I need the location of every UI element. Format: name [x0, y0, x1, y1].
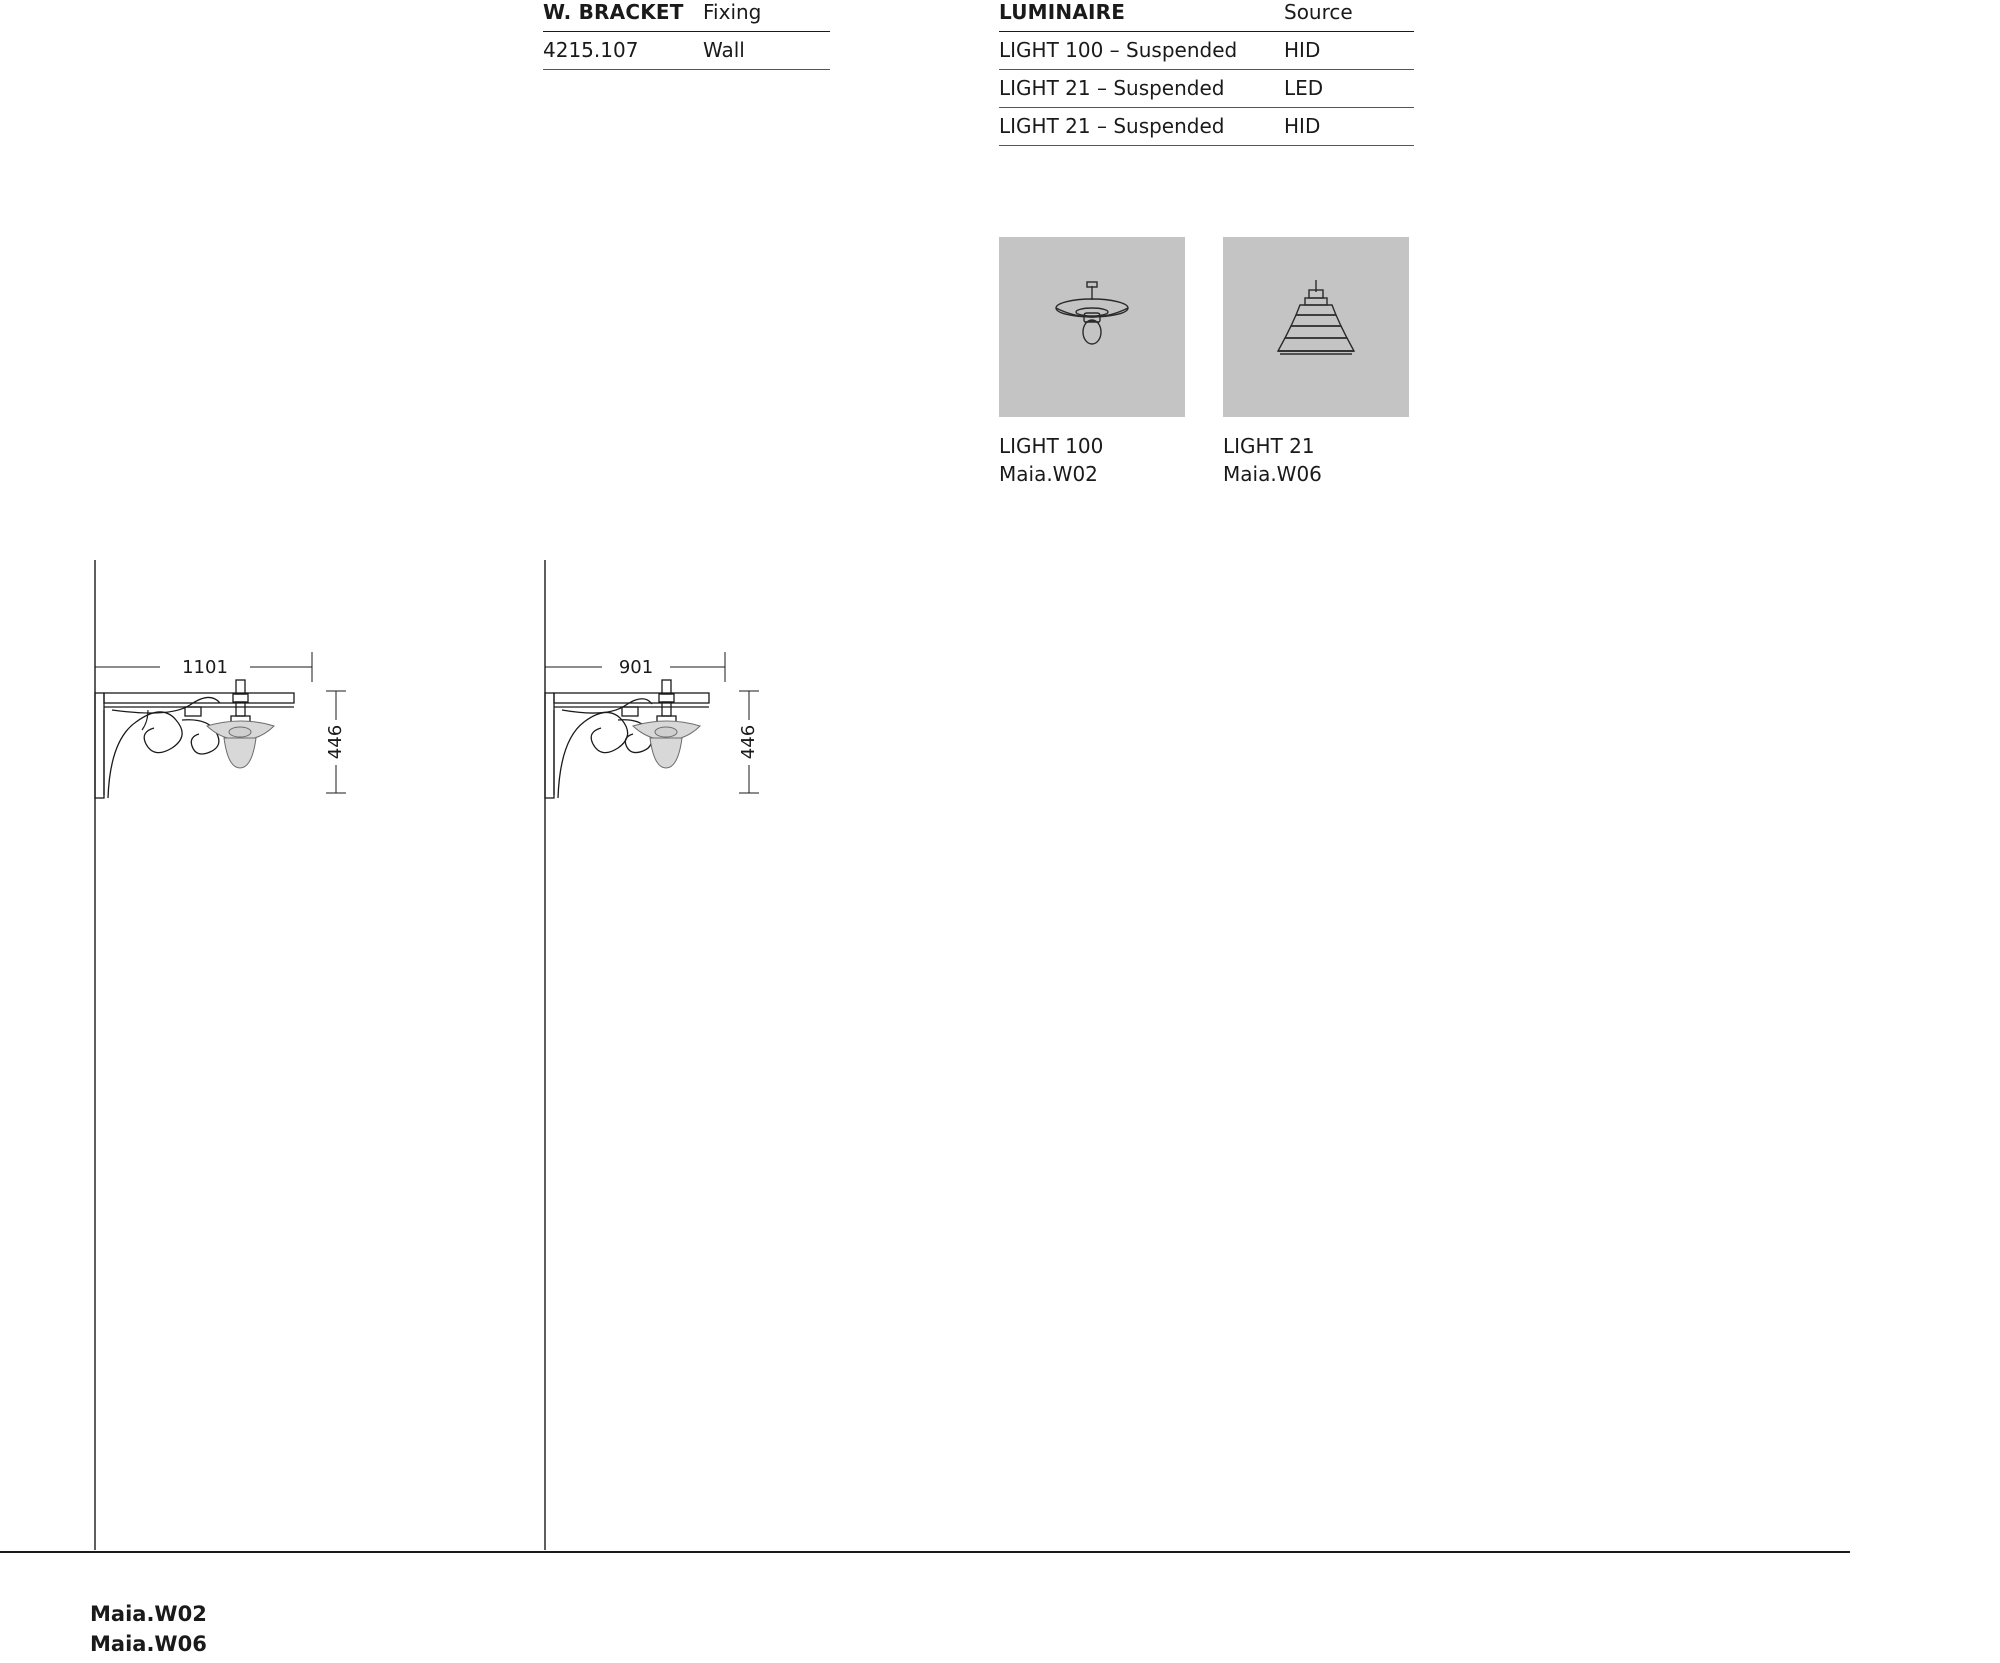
luminaire-spec-table	[999, 0, 1414, 146]
luminaire-source-cell: HID	[1284, 32, 1414, 70]
table-header-row	[543, 0, 830, 32]
drawing-maia-w02	[90, 560, 390, 1564]
luminaire-source-cell: HID	[1284, 108, 1414, 146]
bracket-fixing-cell: Wall	[703, 32, 830, 70]
footer-line-2: Maia.W06	[90, 1631, 207, 1656]
thumbnail-image-light100	[999, 237, 1185, 417]
thumbnail-image-light21	[1223, 237, 1409, 417]
thumbnail-caption-line1: LIGHT 21	[1223, 434, 1315, 458]
table-row	[543, 32, 830, 70]
luminaire-table-header-name: LUMINAIRE	[999, 0, 1284, 32]
table-row	[999, 70, 1414, 108]
bracket-table-header-name: W. BRACKET	[543, 0, 703, 32]
table-row	[999, 108, 1414, 146]
drawing-maia-w06	[540, 560, 840, 1564]
luminaire-table-header-source: Source	[1284, 0, 1414, 32]
bracket-code-cell: 4215.107	[543, 32, 703, 70]
luminaire-source-cell: LED	[1284, 70, 1414, 108]
thumbnail-caption-line1: LIGHT 100	[999, 434, 1104, 458]
thumbnail-caption-line2: Maia.W06	[1223, 461, 1322, 486]
thumbnail-item-light100	[999, 237, 1185, 488]
page-footer	[90, 1600, 207, 1660]
table-header-row	[999, 0, 1414, 32]
footer-line-1: Maia.W02	[90, 1602, 207, 1626]
dimension-height-label-2: 446	[738, 724, 759, 760]
footer-divider	[0, 1551, 1850, 1553]
pendant-disc-luminaire-icon	[1032, 270, 1152, 384]
thumbnail-caption-light21	[1223, 433, 1409, 488]
luminaire-thumbnail-gallery	[999, 237, 1409, 488]
bracket-spec-table	[543, 0, 830, 70]
bracket-table-header-fixing: Fixing	[703, 0, 830, 32]
thumbnail-caption-light100	[999, 433, 1185, 488]
pendant-bell-luminaire-icon	[1256, 270, 1376, 384]
thumbnail-caption-line2: Maia.W02	[999, 461, 1098, 486]
dimension-reach-label-2: 901	[618, 657, 654, 678]
dimension-reach-label-1: 1101	[182, 657, 228, 678]
thumbnail-item-light21	[1223, 237, 1409, 488]
luminaire-name-cell: LIGHT 21 – Suspended	[999, 108, 1284, 146]
dimension-height-label-1: 446	[325, 724, 346, 760]
luminaire-name-cell: LIGHT 21 – Suspended	[999, 70, 1284, 108]
luminaire-name-cell: LIGHT 100 – Suspended	[999, 32, 1284, 70]
table-row	[999, 32, 1414, 70]
